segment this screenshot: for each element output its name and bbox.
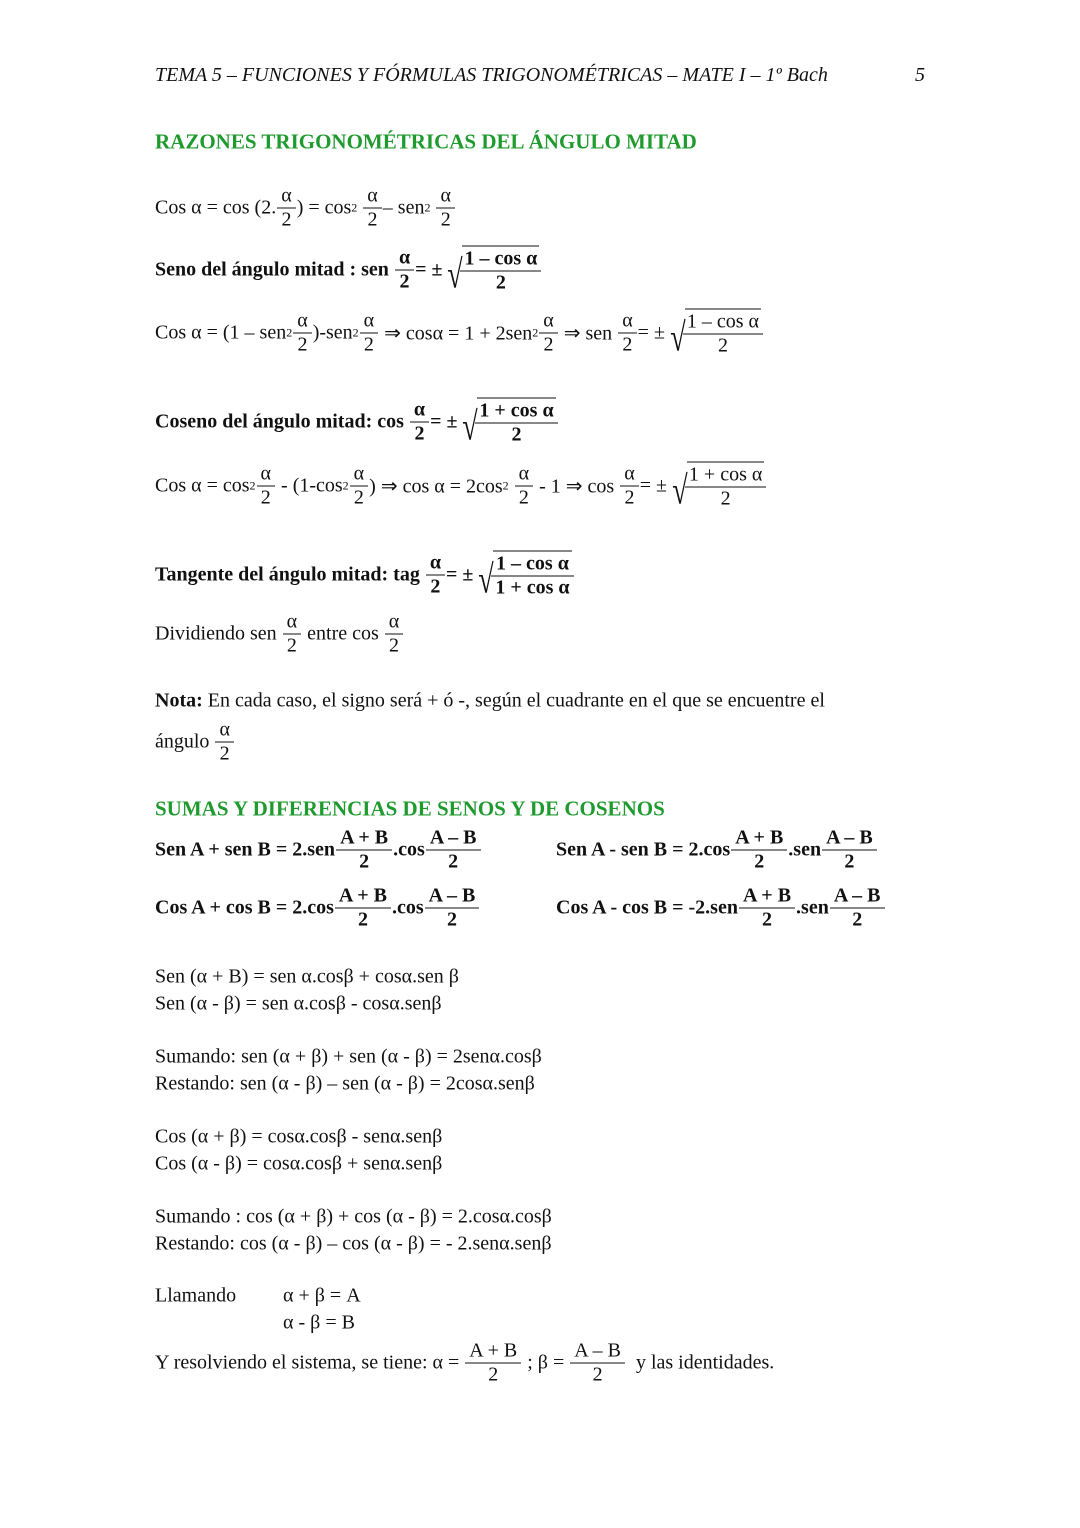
fraction <box>217 719 231 766</box>
text: ) = cos <box>296 196 352 219</box>
page-number: 5 <box>915 64 925 86</box>
fraction <box>620 310 634 357</box>
denominator: 1 + cos α <box>491 576 573 600</box>
denominator: 2 <box>685 487 766 511</box>
text: Restando: sen (α - β) – sen (α - β) = 2cosα.senβ <box>155 1072 535 1095</box>
formula-line <box>155 1233 552 1256</box>
denominator: 2 <box>350 486 368 510</box>
text: y las identidades. <box>625 1351 775 1374</box>
text: = ± <box>430 410 458 433</box>
superscript: 2 <box>532 325 539 340</box>
superscript: 2 <box>351 200 358 215</box>
text: RAZONES TRIGONOMÉTRICAS DEL ÁNGULO MITAD <box>155 129 697 154</box>
numerator: α <box>297 309 308 332</box>
formula-line <box>155 1206 552 1229</box>
denominator: 2 <box>436 208 454 232</box>
text: ⇒ cosα = 1 + 2sen <box>379 322 533 345</box>
denominator: 2 <box>822 850 877 874</box>
denominator: 2 <box>515 486 533 510</box>
superscript: 2 <box>424 200 431 215</box>
formula-line <box>155 885 480 932</box>
text: – sen <box>382 196 425 219</box>
section-heading <box>155 130 697 155</box>
fraction <box>427 885 478 932</box>
text: α + β = A <box>283 1284 361 1307</box>
fraction <box>259 463 273 510</box>
denominator: 2 <box>395 270 414 294</box>
fraction <box>387 611 401 658</box>
text: - 1 ⇒ cos <box>534 475 620 498</box>
text: .sen <box>796 896 829 919</box>
fraction <box>352 463 366 510</box>
text: Sen (α - β) = sen α.cosβ - cosα.senβ <box>155 992 442 1015</box>
denominator: 2 <box>426 850 481 874</box>
text: Sen A - sen B = 2.cos <box>556 838 731 861</box>
text: ; β = <box>522 1351 570 1374</box>
denominator: 2 <box>360 333 378 357</box>
numerator: A – B <box>574 1339 621 1362</box>
text: Llamando <box>155 1284 237 1307</box>
denominator: 2 <box>410 422 429 446</box>
text: Cos A + cos B = 2.cos <box>155 896 334 919</box>
text: Sumando: sen (α + β) + sen (α - β) = 2senα.cosβ <box>155 1045 542 1068</box>
denominator: 2 <box>570 1363 625 1387</box>
superscript: 2 <box>352 325 359 340</box>
fraction <box>517 463 531 510</box>
fraction <box>428 552 443 599</box>
square-root <box>459 398 555 447</box>
fraction <box>365 185 379 232</box>
numerator: α <box>367 184 378 207</box>
denominator: 2 <box>257 486 275 510</box>
superscript: 2 <box>249 478 256 493</box>
denominator: 2 <box>426 575 445 599</box>
formula-line <box>155 551 572 600</box>
fraction <box>428 827 479 874</box>
superscript: 2 <box>502 478 509 493</box>
numerator: α <box>413 398 426 421</box>
fraction <box>362 310 376 357</box>
formula-line <box>155 611 404 658</box>
numerator: α <box>622 309 633 332</box>
numerator: α <box>398 246 411 269</box>
fraction <box>438 185 452 232</box>
numerator: A + B <box>469 1339 518 1362</box>
formula-line <box>155 1073 535 1096</box>
numerator: α <box>518 462 530 485</box>
text: Tangente del ángulo mitad: tag <box>155 563 425 586</box>
denominator: 2 <box>739 908 795 932</box>
fraction <box>572 1340 623 1387</box>
text: Cos α = cos (2. <box>155 196 277 219</box>
radical-sign-icon: √ <box>462 403 479 449</box>
text: = ± <box>637 321 665 344</box>
fraction <box>832 885 883 932</box>
radical-sign-icon: √ <box>447 251 464 297</box>
text: Cos (α - β) = cosα.cosβ + senα.senβ <box>155 1152 443 1175</box>
denominator: 2 <box>363 208 381 232</box>
fraction <box>493 551 571 600</box>
fraction <box>622 463 636 510</box>
numerator: A + B <box>338 884 387 907</box>
fraction <box>397 247 412 294</box>
superscript: 2 <box>342 478 349 493</box>
fraction <box>687 462 764 511</box>
text: = ± <box>415 258 443 281</box>
denominator: 2 <box>683 334 763 358</box>
fraction <box>462 246 539 295</box>
numerator: 1 – cos α <box>464 247 538 270</box>
text: = ± <box>639 474 667 497</box>
denominator: 2 <box>215 742 233 766</box>
text: ) ⇒ cos α = 2cos <box>369 475 503 498</box>
numerator: α <box>388 610 400 633</box>
formula-line <box>155 462 764 511</box>
text: Sumando : cos (α + β) + cos (α - β) = 2.cosα.cosβ <box>155 1205 552 1228</box>
text: SUMAS Y DIFERENCIAS DE SENOS Y DE COSENOS <box>155 796 665 821</box>
page-header-title: TEMA 5 – FUNCIONES Y FÓRMULAS TRIGONOMÉTRICAS – MATE I – 1º Bach <box>155 64 828 86</box>
fraction <box>685 309 761 358</box>
numerator: α <box>363 309 375 332</box>
fraction <box>295 310 309 357</box>
numerator: A + B <box>742 884 792 907</box>
denominator: 2 <box>475 423 557 447</box>
denominator: 2 <box>539 333 557 357</box>
numerator: α <box>429 551 442 574</box>
text: entre cos <box>302 622 384 645</box>
text: .cos <box>393 838 425 861</box>
numerator: A – B <box>826 826 873 849</box>
denominator: 2 <box>277 208 295 232</box>
text: En cada caso, el signo será + ó -, según el cuadrante en el que se encuentre el <box>202 689 825 712</box>
fraction <box>285 611 299 658</box>
formula-line <box>283 1285 361 1308</box>
numerator: α <box>219 718 230 741</box>
fraction <box>412 399 427 446</box>
bold-label: Nota: <box>155 689 203 712</box>
denominator: 2 <box>830 908 885 932</box>
denominator: 2 <box>618 333 636 357</box>
formula-line <box>155 1046 542 1069</box>
superscript: 2 <box>286 325 293 340</box>
text: .sen <box>788 838 822 861</box>
text: Seno del ángulo mitad : sen <box>155 258 394 281</box>
section-heading <box>155 797 665 822</box>
numerator: α <box>624 462 635 485</box>
denominator: 2 <box>465 1363 521 1387</box>
radical-sign-icon: √ <box>478 556 495 602</box>
text: Coseno del ángulo mitad: cos <box>155 410 409 433</box>
text: .cos <box>392 896 424 919</box>
denominator: 2 <box>336 850 392 874</box>
formula-line <box>155 1340 774 1387</box>
text: - (1-cos <box>276 474 343 497</box>
formula-line <box>155 827 482 874</box>
text: = ± <box>446 563 474 586</box>
fraction <box>733 827 785 874</box>
denominator: 2 <box>460 271 541 295</box>
numerator: A – B <box>429 826 477 849</box>
formula-line <box>556 885 886 932</box>
formula-line <box>155 309 761 358</box>
text: Dividiendo sen <box>155 622 282 645</box>
numerator: A – B <box>428 884 476 907</box>
denominator: 2 <box>283 634 301 658</box>
text <box>509 475 514 498</box>
formula-line <box>155 246 539 295</box>
text: ángulo <box>155 730 215 753</box>
numerator: α <box>440 184 451 207</box>
denominator: 2 <box>385 634 403 658</box>
formula-line <box>155 993 442 1016</box>
formula-line <box>283 1312 355 1335</box>
text: Cos A - cos B = -2.sen <box>556 896 738 919</box>
formula-line <box>155 1153 442 1176</box>
text: Sen A + sen B = 2.sen <box>155 838 336 861</box>
text: Cos (α + β) = cosα.cosβ - senα.senβ <box>155 1125 443 1148</box>
numerator: α <box>260 462 272 485</box>
text: Restando: cos (α - β) – cos (α - β) = - 2.senα.senβ <box>155 1232 552 1255</box>
radical-sign-icon: √ <box>672 467 688 513</box>
fraction <box>741 885 793 932</box>
numerator: α <box>543 309 554 332</box>
numerator: 1 – cos α <box>496 552 569 575</box>
text: Cos α = cos <box>155 474 250 497</box>
square-root <box>669 462 764 511</box>
text: Y resolviendo el sistema, se tiene: α = <box>155 1351 465 1374</box>
denominator: 2 <box>620 486 638 510</box>
fraction <box>477 398 555 447</box>
formula-line <box>155 966 459 989</box>
square-root <box>667 309 761 358</box>
numerator: α <box>286 610 298 633</box>
formula-line <box>155 690 825 713</box>
text: )-sen <box>312 321 353 344</box>
numerator: A – B <box>833 884 881 907</box>
denominator: 2 <box>731 850 787 874</box>
denominator: 2 <box>425 908 480 932</box>
text: ⇒ sen <box>558 322 618 345</box>
formula-line <box>155 719 235 766</box>
numerator: 1 + cos α <box>688 463 763 486</box>
text: Sen (α + B) = sen α.cosβ + cosα.sen β <box>155 965 459 988</box>
numerator: 1 + cos α <box>479 399 554 422</box>
fraction <box>467 1340 519 1387</box>
formula-line <box>155 1285 236 1308</box>
formula-line <box>155 398 556 447</box>
text <box>357 197 362 220</box>
formula-line <box>155 185 456 232</box>
numerator: 1 – cos α <box>686 310 760 333</box>
text: Cos α = (1 – sen <box>155 321 287 344</box>
radical-sign-icon: √ <box>670 314 686 360</box>
fraction <box>541 310 555 357</box>
numerator: α <box>353 462 365 485</box>
numerator: A + B <box>735 826 784 849</box>
denominator: 2 <box>335 908 391 932</box>
numerator: α <box>281 184 292 207</box>
fraction <box>338 827 390 874</box>
formula-line <box>155 1126 442 1149</box>
denominator: 2 <box>293 333 311 357</box>
text <box>430 197 435 220</box>
text: α - β = B <box>283 1311 355 1334</box>
fraction <box>824 827 875 874</box>
square-root <box>444 246 539 295</box>
square-root <box>475 551 571 600</box>
fraction <box>279 185 293 232</box>
fraction <box>337 885 389 932</box>
numerator: A + B <box>340 826 389 849</box>
formula-line <box>556 827 878 874</box>
